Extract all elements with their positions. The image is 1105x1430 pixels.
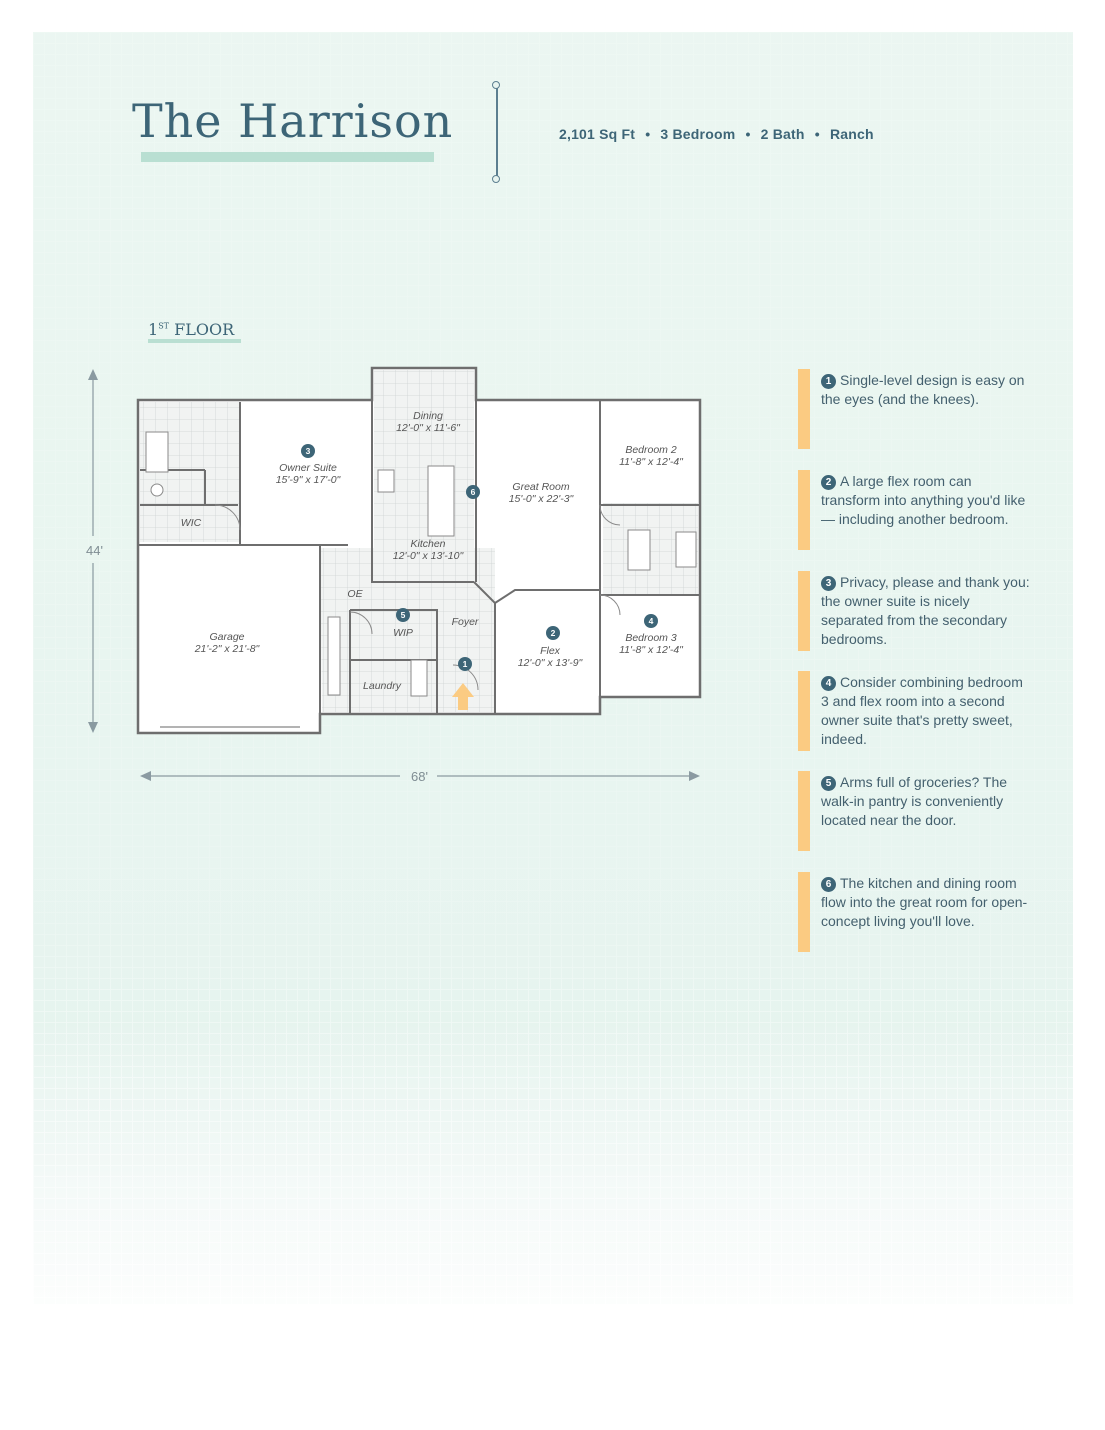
marker-4-label: 4 [648,616,654,626]
title-underline [141,152,434,162]
arrow-up-icon [88,369,98,380]
callout-text [821,371,1031,409]
width-dimension: 68' [411,769,428,784]
callout-number: 5 [821,776,836,791]
kitchen-island [428,466,454,536]
callout-stripe [798,571,810,651]
arrow-down-icon [88,722,98,733]
callout-body: Consider combining bedroom 3 and flex room into a second owner suite that's pretty sweet, indeed. [821,674,1023,747]
callout-body: The kitchen and dining room flow into the great room for open-concept living you'll love. [821,875,1028,929]
room-dining-size: 12'-0" x 11'-6" [396,422,460,434]
callout-text [821,573,1031,649]
callout-6 [798,872,1038,952]
callout-number: 6 [821,877,836,892]
room-flex-size: 12'-0" x 13'-9" [517,657,583,669]
callout-stripe [798,872,810,952]
header-divider [496,84,498,178]
room-bedroom2-size: 11'-8" x 12'-4" [619,456,683,468]
tub-icon [676,532,696,567]
room-wip: WIP [393,627,413,639]
spec-separator: • [645,126,651,142]
divider-bottom-dot [492,175,500,183]
callout-number: 1 [821,374,836,389]
page-title: The Harrison [132,94,454,148]
callout-text [821,673,1031,749]
room-foyer: Foyer [451,616,479,628]
callout-number: 4 [821,676,836,691]
room-bedroom3-name: Bedroom 3 [625,632,677,644]
marker-3-label: 3 [305,446,311,456]
callout-number: 2 [821,475,836,490]
room-kitchen-size: 12'-0" x 13'-10" [392,550,464,562]
floor-label [148,320,234,339]
spec-separator: • [745,126,751,142]
room-great-room-size: 15'-0" x 22'-3" [508,493,574,505]
floor-label-text: FLOOR [174,320,235,339]
callout-stripe [798,671,810,751]
callout-stripe [798,369,810,449]
spec-baths: 2 Bath [760,126,805,142]
stairs-icon [328,617,340,695]
spec-separator: • [814,126,820,142]
floor-label-underline [148,339,241,343]
marker-2-label: 2 [550,628,556,638]
marker-1-label: 1 [462,659,468,669]
callout-2 [798,470,1038,550]
spec-bedrooms: 3 Bedroom [660,126,736,142]
arrow-left-icon [140,771,151,781]
toilet-icon [151,484,163,496]
room-laundry: Laundry [363,680,401,692]
callout-stripe [798,771,810,851]
room-wic: WIC [180,517,202,529]
callout-text [821,472,1031,529]
marker-5-label: 5 [400,610,406,620]
floor-plan [80,360,720,790]
spec-style: Ranch [829,126,874,142]
washer-dryer-icon [411,660,427,696]
callout-text [821,773,1031,830]
home-specs [559,126,874,142]
room-owner-suite-size: 15'-9" x 17'-0" [275,474,341,486]
room-kitchen-name: Kitchen [410,538,446,550]
range-icon [378,470,394,492]
room-owner-suite-name: Owner Suite [279,462,337,474]
room-great-room-name: Great Room [512,481,570,493]
room-dining-name: Dining [413,410,443,422]
divider-top-dot [492,81,500,89]
room-flex-name: Flex [540,645,560,657]
depth-dimension: 44' [86,543,103,558]
floor-ordinal: 1 [148,320,159,339]
room-garage-size: 21'-2" x 21'-8" [194,643,260,655]
arrow-right-icon [689,771,700,781]
room-garage-name: Garage [209,631,245,643]
callout-text [821,874,1031,931]
callout-body: Arms full of groceries? The walk-in pantry is conveniently located near the door. [821,774,1008,828]
spec-sqft: 2,101 Sq Ft [559,126,636,142]
room-bedroom2-name: Bedroom 2 [625,444,677,456]
callout-1 [798,369,1038,449]
callout-stripe [798,470,810,550]
callout-body: Privacy, please and thank you: the owner suite is nicely separated from the secondary bedrooms. [821,574,1030,647]
bathtub-icon [146,432,168,472]
background-fade [33,1020,1073,1304]
callout-body: A large flex room can transform into anything you'd like — including another bedroom. [821,473,1026,527]
room-bedroom3-size: 11'-8" x 12'-4" [619,644,683,656]
callout-number: 3 [821,576,836,591]
vanity-icon [628,530,650,570]
callout-5 [798,771,1038,851]
callout-4 [798,671,1038,751]
callout-body: Single-level design is easy on the eyes (and the knees). [821,372,1025,407]
callout-3 [798,571,1038,651]
marker-6-label: 6 [470,487,476,497]
room-oe: OE [347,588,363,600]
floor-ordinal-suffix: ST [158,321,170,331]
